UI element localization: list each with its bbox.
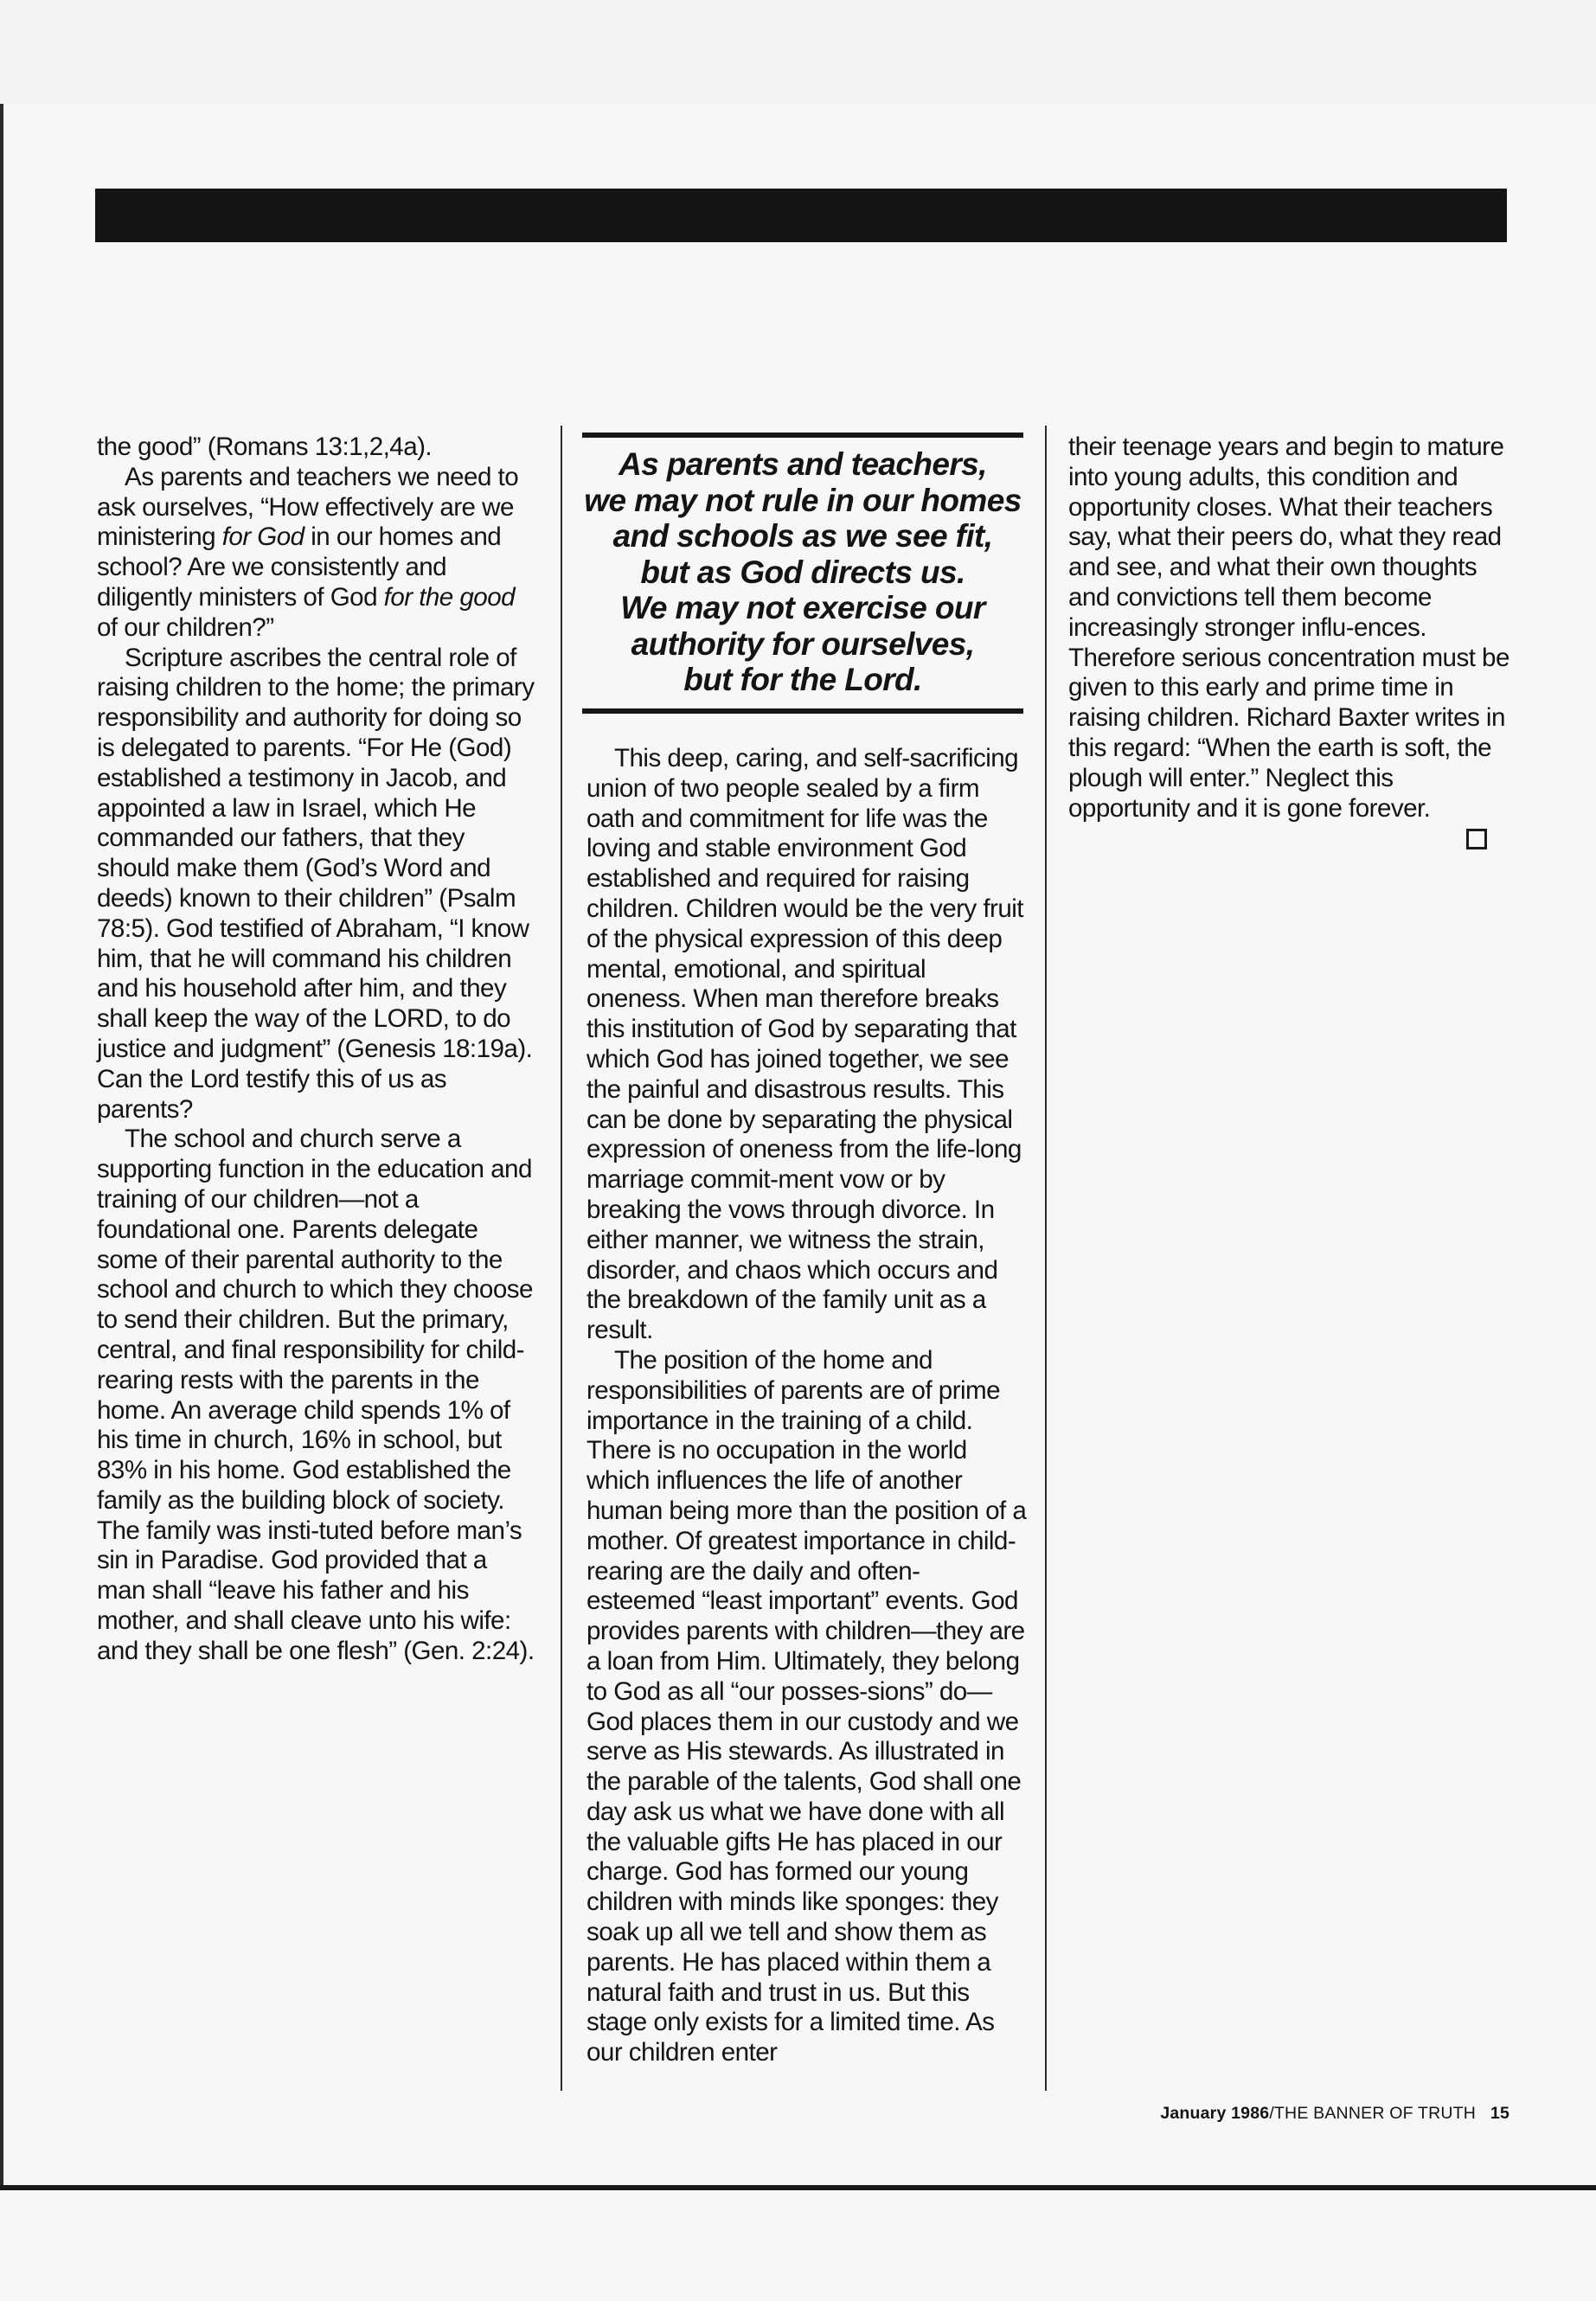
paragraph: As parents and teachers we need to ask ourselves, “How effectively are we ministering for God in our homes and school? Are we consistently and diligently ministers of God for the good of our children?” bbox=[97, 462, 519, 642]
column-divider bbox=[561, 426, 562, 2091]
pull-quote-rule bbox=[582, 708, 1023, 714]
paragraph: The position of the home and responsibilities of parents are of prime importance in the training of a child. There is no occupation in the world which influences the life of another human being more than the position of a mother. Of greatest importance in child-rearing are the daily and often-esteemed “least important” events. God provides parents with children—they are a loan from Him. Ultimately, they belong to God as all “our posses-sions” do—God places them in our custody and we serve as His stewards. As illustrated in the parable of the talents, God shall one day ask us what we have done with all the valuable gifts He has placed in our charge. God has formed our young children with minds like sponges: they soak up all we tell and show them as parents. He has placed within them a natural faith and trust in us. But this stage only exists for a limited time. As our children enter bbox=[586, 1345, 1027, 2067]
page-footer bbox=[1160, 2104, 1509, 2124]
paragraph: the good” (Romans 13:1,2,4a). bbox=[97, 433, 433, 461]
pull-quote-text: As parents and teachers, we may not rule in our homes and schools as we see fit, but as God directs us. We may not exercise our authority for ourselves, but for the Lord. bbox=[584, 446, 1022, 697]
column-divider bbox=[1045, 426, 1047, 2091]
paragraph: Scripture ascribes the central role of raising children to the home; the primary responsibility and authority for doing so is delegated to parents. “For He (God) established a testimony in Jacob, and appointed a law in Israel, which He commanded our fathers, that they should make them (God’s Word and deeds) known to their children” (Psalm 78:5). God testified of Abraham, “I know him, that he will command his children and his household after him, and they shall keep the way of the LORD, to do justice and judgment” (Genesis 18:19a). Can the Lord testify this of us as parents? bbox=[97, 643, 535, 1124]
footer-publication: /THE BANNER OF TRUTH bbox=[1269, 2104, 1477, 2123]
pull-quote-rule bbox=[582, 433, 1023, 438]
footer-date: January 1986 bbox=[1160, 2104, 1270, 2123]
paragraph: their teenage years and begin to mature into young adults, this condition and opportunity closes. What their teachers say, what their peers do, what they read and see, and what their own thoughts and convictions tell them become increasingly stronger influ-ences. Therefore serious concentration must be given to this early and prime time in raising children. Richard Baxter writes in this regard: “When the earth is soft, the plough will enter.” Neglect this opportunity and it is gone forever. bbox=[1068, 433, 1509, 823]
pull-quote bbox=[582, 433, 1023, 714]
paragraph: The school and church serve a supporting function in the education and training of our children—not a foundational one. Parents delegate some of their parental authority to the school and church to which they choose to send their children. But the primary, central, and final responsibility for child-rearing rests with the parents in the home. An average child spends 1% of his time in church, 16% in school, but 83% in his home. God established the family as the building block of society. The family was insti-tuted before man’s sin in Paradise. God provided that a man shall “leave his father and his mother, and shall cleave unto his wife: and they shall be one flesh” (Gen. 2:24). bbox=[97, 1125, 535, 1665]
column-3 bbox=[1068, 433, 1509, 857]
header-bar bbox=[95, 189, 1507, 242]
scan-left-edge bbox=[0, 104, 3, 2189]
page-top-margin bbox=[0, 0, 1596, 104]
column-2 bbox=[586, 744, 1028, 2068]
end-mark-icon bbox=[1466, 829, 1487, 849]
page-number: 15 bbox=[1490, 2104, 1509, 2123]
paragraph: This deep, caring, and self-sacrificing union of two people sealed by a firm oath and commitment for life was the loving and stable environment God established and required for raising children. Children would be the very fruit of the physical expression of this deep mental, emotional, and spiritual oneness. When man therefore breaks this institution of God by separating that which God has joined together, we see the painful and disastrous results. This can be done by separating the physical expression of oneness from the life-long marriage commit-ment vow or by breaking the vows through divorce. In either manner, we witness the strain, disorder, and chaos which occurs and the breakdown of the family unit as a result. bbox=[586, 744, 1023, 1345]
scan-bottom-edge bbox=[0, 2185, 1596, 2190]
column-1 bbox=[97, 433, 538, 1667]
